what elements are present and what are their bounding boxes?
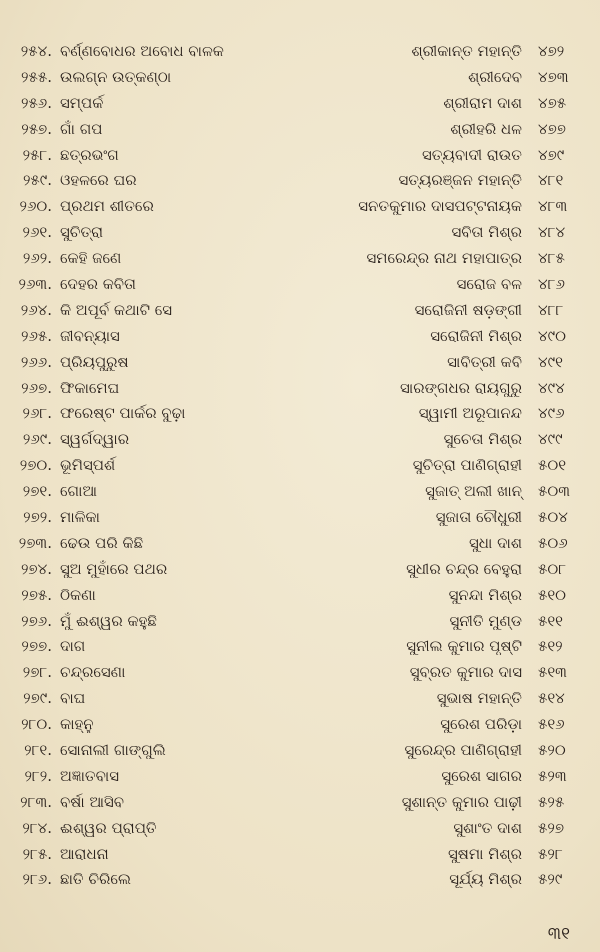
entry-page: ୪୭୩ bbox=[538, 67, 569, 86]
entry-title: ଭୂମିସ୍ପର୍ଶ bbox=[60, 456, 116, 475]
entry-page: ୪୯୧ bbox=[538, 352, 563, 371]
entry-number: ୨୭୬. bbox=[21, 611, 52, 630]
entry-number: ୨୫୪. bbox=[20, 41, 52, 60]
toc-entry bbox=[0, 349, 600, 375]
toc-entry bbox=[0, 219, 600, 245]
entry-title: ଫରେଷ୍ଟ ପାର୍କର ବୁଢ଼ା bbox=[60, 404, 186, 423]
toc-entry bbox=[0, 90, 600, 116]
entry-number: ୨୭୮. bbox=[22, 663, 52, 682]
entry-title: ଗୋଆ bbox=[60, 482, 97, 501]
entry-number: ୨୮୩. bbox=[20, 792, 52, 811]
toc-entry bbox=[0, 297, 600, 323]
entry-page: ୫୧୨ bbox=[538, 637, 563, 656]
toc-entry bbox=[0, 633, 600, 659]
entry-title: ସୁଅ ମୁହାଁରେ ପଥର bbox=[60, 559, 168, 578]
entry-page: ୪୯୬ bbox=[538, 404, 565, 423]
entry-page: ୫୨୫ bbox=[538, 792, 565, 811]
entry-number: ୨୭୦. bbox=[19, 456, 52, 475]
entry-title: ଠିକଣା bbox=[60, 585, 96, 604]
entry-number: ୨୬୯. bbox=[22, 430, 52, 449]
entry-author: ସରୋଜିନୀ ଷଡ଼ଙ୍ଗୀ bbox=[414, 300, 522, 319]
entry-title: କେହି ଜଣେ bbox=[60, 249, 122, 268]
entry-page: ୫୧୧ bbox=[538, 611, 563, 630]
entry-page: ୪୮୬ bbox=[538, 274, 565, 293]
entry-number: ୨୫୭. bbox=[21, 119, 52, 138]
toc-entry bbox=[0, 841, 600, 867]
toc-entry bbox=[0, 763, 600, 789]
toc-entry bbox=[0, 142, 600, 168]
entry-author: ଶ୍ରୀକାନ୍ତ ମହାନ୍ତି bbox=[411, 41, 522, 60]
entry-title: କି ଅପୂର୍ବ କଥାଟି ସେ bbox=[60, 300, 173, 319]
entry-title: ଈଶ୍ୱର ପ୍ରାପ୍ତି bbox=[60, 818, 157, 837]
entry-number: ୨୮୨. bbox=[24, 766, 52, 785]
toc-entry bbox=[0, 193, 600, 219]
entry-author: ସରୋଜିନୀ ମିଶ୍ର bbox=[430, 326, 522, 345]
entry-number: ୨୮୧. bbox=[24, 740, 52, 759]
entry-author: ସୂର୍ଯ୍ୟ ମିଶ୍ର bbox=[449, 870, 522, 889]
entry-number: ୨୬୧. bbox=[22, 223, 52, 242]
entry-author: ସୁଭାଷ ମହାନ୍ତି bbox=[436, 689, 522, 708]
entry-author: ସବିତା ମିଶ୍ର bbox=[451, 223, 522, 242]
entry-title: ଉଲଗ୍ନ ଉତ୍କଣ୍ଠା bbox=[60, 67, 172, 86]
entry-page: ୫୦୮ bbox=[538, 559, 567, 578]
entry-page: ୫୧୬ bbox=[538, 715, 565, 734]
entry-page: ୫୨୮ bbox=[538, 844, 563, 863]
entry-page: ୫୦୩ bbox=[538, 482, 571, 501]
entry-page: ୪୯୦ bbox=[538, 326, 566, 345]
entry-page: ୪୭୨ bbox=[538, 41, 565, 60]
toc-entry bbox=[0, 271, 600, 297]
entry-number: ୨୫୬. bbox=[20, 93, 52, 112]
entry-page: ୫୧୩ bbox=[538, 663, 567, 682]
entry-title: ଦେହର କବିତା bbox=[60, 274, 136, 293]
entry-page: ୫୦୪ bbox=[538, 507, 568, 526]
entry-title: ପ୍ରିୟପୁରୁଷ bbox=[60, 352, 129, 371]
entry-number: ୨୭୯. bbox=[23, 689, 52, 708]
entry-number: ୨୫୮. bbox=[22, 145, 52, 164]
entry-title: ଦାଗ bbox=[60, 637, 86, 656]
toc-entry bbox=[0, 815, 600, 841]
page-number: ୩୧ bbox=[547, 924, 570, 944]
entry-number: ୨୬୨. bbox=[22, 249, 52, 268]
entry-number: ୨୮୦. bbox=[21, 715, 52, 734]
entry-title: ଜୀବନ୍ୟାସ bbox=[60, 326, 120, 345]
entry-title: ସ୍ୱର୍ଗଦ୍ୱାର bbox=[60, 430, 130, 449]
entry-author: ସୁଜାତ୍ ଅଲୀ ଖାନ୍ bbox=[425, 482, 522, 501]
toc-entry bbox=[0, 556, 600, 582]
entry-author: ସୁନୀତି ମୁଣ୍ଡ bbox=[449, 611, 522, 630]
entry-title: ଫିକାମେଘ bbox=[60, 378, 120, 397]
toc-entry bbox=[0, 659, 600, 685]
entry-author: ସତ୍ୟରଞ୍ଜନ ମହାନ୍ତି bbox=[398, 171, 522, 190]
entry-page: ୪୮୫ bbox=[538, 249, 565, 268]
toc-entry bbox=[0, 737, 600, 763]
entry-title: ଅଜ୍ଞାତବାସ bbox=[60, 766, 119, 785]
entry-number: ୨୫୯. bbox=[22, 171, 52, 190]
entry-page: ୪୮୧ bbox=[538, 171, 564, 190]
toc-entry bbox=[0, 867, 600, 893]
entry-page: ୫୨୦ bbox=[538, 740, 566, 759]
entry-number: ୨୬୦. bbox=[19, 197, 52, 216]
entry-page: ୪୮୩ bbox=[538, 197, 568, 216]
entry-number: ୨୬୬. bbox=[20, 352, 52, 371]
entry-page: ୪୯୯ bbox=[538, 430, 563, 449]
entry-title: ମାଳିକା bbox=[60, 507, 100, 526]
entry-author: ସୁରେଶ ସାଗର bbox=[441, 766, 522, 785]
entry-title: ଛତ୍ରଭଂଗ bbox=[60, 145, 119, 164]
entry-number: ୨୮୫. bbox=[22, 844, 52, 863]
entry-title: ମୁଁ ଈଶ୍ୱର କହୁଛି bbox=[60, 611, 157, 630]
entry-title: କାହ୍ନୁ bbox=[60, 715, 94, 734]
entry-title: ଚନ୍ଦ୍ରସେଣା bbox=[60, 663, 126, 682]
entry-title: ସମ୍ପର୍କ bbox=[60, 93, 104, 112]
entry-page: ୪୭୯ bbox=[538, 145, 565, 164]
entry-author: ସାବିତ୍ରୀ କବି bbox=[447, 352, 522, 371]
entry-author: ସୁନୀଲ କୁମାର ପୃଷ୍ଟି bbox=[406, 637, 522, 656]
entry-author: ସୁଚିତ୍ରା ପାଣିଗ୍ରାହୀ bbox=[412, 456, 522, 475]
entry-title: ପ୍ରଥମ ଶୀତରେ bbox=[60, 197, 154, 216]
entry-title: ସୋନାଲୀ ଗାଙ୍ଗୁଲି bbox=[60, 740, 166, 759]
toc-entry bbox=[0, 608, 600, 634]
entry-author: ସୁଚେତା ମିଶ୍ର bbox=[443, 430, 522, 449]
entry-title: ବାଘ bbox=[60, 689, 86, 708]
entry-author: ସୁଜାତା ଚୌଧୁରୀ bbox=[435, 507, 522, 526]
entry-title: ବର୍ଷା ଆସିବ bbox=[60, 792, 125, 811]
entry-number: ୨୬୭. bbox=[21, 378, 52, 397]
entry-title: ବର୍ଣ୍ଣବୋଧର ଅବୋଧ ବାଳକ bbox=[60, 41, 224, 60]
toc-entry bbox=[0, 685, 600, 711]
entry-page: ୪୯୪ bbox=[538, 378, 565, 397]
toc-entry bbox=[0, 116, 600, 142]
toc-entry bbox=[0, 375, 600, 401]
entry-title: ଆରାଧନା bbox=[60, 844, 109, 863]
entry-page: ୪୭୭ bbox=[538, 119, 566, 138]
toc-entry bbox=[0, 478, 600, 504]
entry-number: ୨୮୬. bbox=[22, 870, 52, 889]
toc-entry bbox=[0, 452, 600, 478]
entry-number: ୨୭୭. bbox=[21, 637, 52, 656]
entry-number: ୨୬୩. bbox=[18, 274, 52, 293]
entry-title: ଢେଉ ପରି କିଛି bbox=[60, 533, 144, 552]
entry-number: ୨୭୫. bbox=[21, 585, 52, 604]
toc-entry bbox=[0, 530, 600, 556]
entry-author: ସୁରେଶ ପରିଡ଼ା bbox=[440, 715, 522, 734]
toc-entry bbox=[0, 400, 600, 426]
entry-number: ୨୭୧. bbox=[22, 482, 52, 501]
entry-author: ସୁଶାଂତ ଦାଶ bbox=[453, 818, 522, 837]
toc-entry bbox=[0, 323, 600, 349]
entry-author: ସନତକୁମାର ଦାସପଟ୍ଟନାୟକ bbox=[358, 197, 522, 216]
entry-page: ୪୭୫ bbox=[538, 93, 567, 112]
entry-author: ସୁଶାନ୍ତ କୁମାର ପାଢ଼ୀ bbox=[401, 792, 522, 811]
entry-author: ଶ୍ରୀହରି ଧଳ bbox=[450, 119, 522, 138]
entry-author: ସୁବ୍ରତ କୁମାର ଦାସ bbox=[409, 663, 522, 682]
entry-number: ୨୭୨. bbox=[23, 507, 52, 526]
entry-author: ସରୋଜ ବଳ bbox=[456, 274, 522, 293]
entry-number: ୨୫୫. bbox=[21, 67, 52, 86]
entry-title: ଓହଳରେ ଘର bbox=[60, 171, 137, 190]
entry-number: ୨୭୪. bbox=[20, 559, 52, 578]
entry-author: ସାରଙ୍ଗଧର ରାୟଗୁରୁ bbox=[400, 378, 522, 397]
entry-number: ୨୭୩. bbox=[18, 533, 52, 552]
entry-title: ଗାଁ ଗପ bbox=[60, 119, 103, 138]
entry-author: ସ୍ୱାମୀ ଅରୂପାନନ୍ଦ bbox=[418, 404, 522, 423]
toc-entry bbox=[0, 167, 600, 193]
entry-number: ୨୬୪. bbox=[20, 300, 52, 319]
entry-page: ୫୦୧ bbox=[538, 456, 567, 475]
entry-number: ୨୬୮. bbox=[22, 404, 52, 423]
entry-author: ସୁଷମା ମିଶ୍ର bbox=[447, 844, 522, 863]
entry-page: ୫୨୭ bbox=[538, 818, 565, 837]
entry-page: ୫୧୦ bbox=[538, 585, 567, 604]
entry-page: ୪୮୪ bbox=[538, 223, 566, 242]
entry-title: ସୁଚିତ୍ରା bbox=[60, 223, 104, 242]
entry-author: ସୁଧା ଦାଶ bbox=[468, 533, 522, 552]
entry-author: ସମରେନ୍ଦ୍ର ନାଥ ମହାପାତ୍ର bbox=[366, 249, 522, 268]
toc-entry bbox=[0, 64, 600, 90]
table-of-contents bbox=[0, 38, 600, 892]
entry-page: ୪୮୮ bbox=[538, 300, 564, 319]
entry-author: ସୁନନ୍ଦା ମିଶ୍ର bbox=[448, 585, 522, 604]
toc-entry bbox=[0, 504, 600, 530]
entry-author: ସୁଧୀର ଚନ୍ଦ୍ର ବେହୁରା bbox=[406, 559, 522, 578]
toc-entry bbox=[0, 245, 600, 271]
toc-entry bbox=[0, 38, 600, 64]
entry-author: ଶ୍ରୀଦେବ bbox=[468, 67, 522, 86]
entry-number: ୨୬୫. bbox=[20, 326, 52, 345]
toc-entry bbox=[0, 582, 600, 608]
entry-author: ସୁରେନ୍ଦ୍ର ପାଣିଗ୍ରାହୀ bbox=[404, 740, 522, 759]
toc-entry bbox=[0, 426, 600, 452]
entry-title: ଛାତି ଚିରିଲେ bbox=[60, 870, 131, 889]
entry-page: ୫୨୩ bbox=[538, 766, 567, 785]
entry-page: ୫୧୪ bbox=[538, 689, 565, 708]
entry-number: ୨୮୪. bbox=[22, 818, 52, 837]
entry-page: ୫୦୬ bbox=[538, 533, 568, 552]
entry-page: ୫୨୯ bbox=[538, 870, 563, 889]
toc-entry bbox=[0, 711, 600, 737]
entry-author: ଶ୍ରୀରାମ ଦାଶ bbox=[443, 93, 522, 112]
toc-entry bbox=[0, 789, 600, 815]
entry-author: ସତ୍ୟବାଦୀ ରାଉତ bbox=[422, 145, 522, 164]
